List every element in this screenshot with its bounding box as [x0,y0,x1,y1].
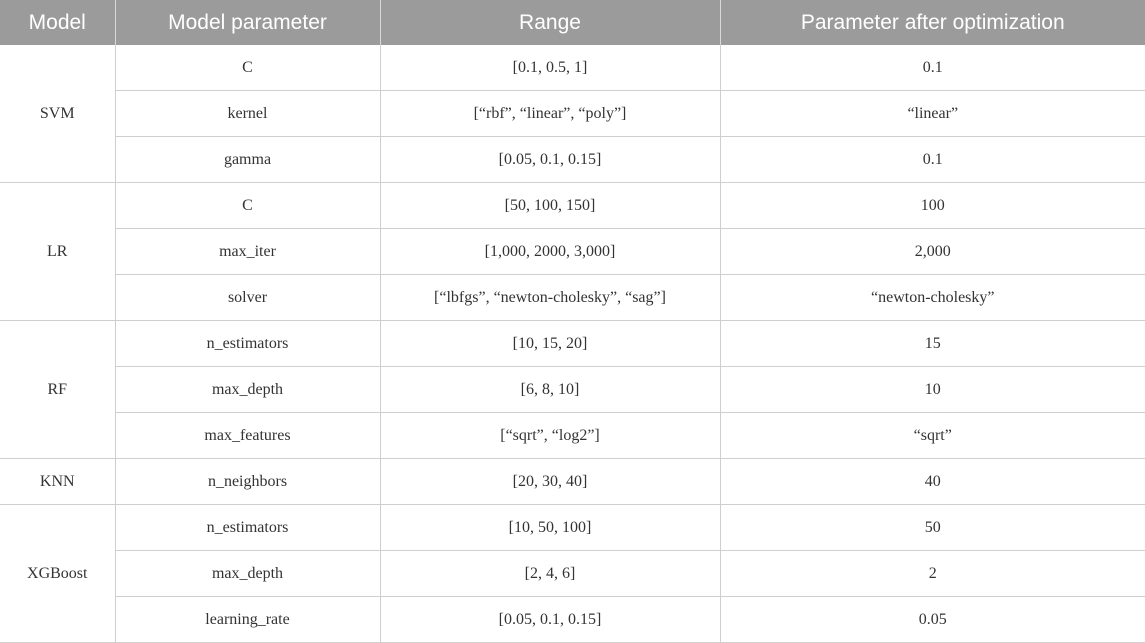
range-cell: [“lbfgs”, “newton-cholesky”, “sag”] [380,275,720,321]
parameter-cell: n_estimators [115,505,380,551]
range-cell: [10, 15, 20] [380,321,720,367]
optimized-value-cell: “sqrt” [720,413,1145,459]
range-cell: [1,000, 2000, 3,000] [380,229,720,275]
parameter-cell: kernel [115,91,380,137]
optimized-value-cell: 0.05 [720,597,1145,643]
optimized-value-cell: 2,000 [720,229,1145,275]
optimized-value-cell: “linear” [720,91,1145,137]
range-cell: [6, 8, 10] [380,367,720,413]
range-cell: [50, 100, 150] [380,183,720,229]
table-row [0,137,1145,183]
header-parameter: Model parameter [115,0,380,45]
range-cell: [10, 50, 100] [380,505,720,551]
range-cell: [“sqrt”, “log2”] [380,413,720,459]
optimized-value-cell: 0.1 [720,45,1145,91]
model-cell: XGBoost [0,505,115,643]
table-row [0,505,1145,551]
parameter-cell: n_estimators [115,321,380,367]
range-cell: [20, 30, 40] [380,459,720,505]
parameter-cell: max_iter [115,229,380,275]
table-body [0,45,1145,643]
optimized-value-cell: 100 [720,183,1145,229]
parameter-cell: max_depth [115,551,380,597]
parameter-cell: max_features [115,413,380,459]
parameter-cell: C [115,45,380,91]
range-cell: [0.05, 0.1, 0.15] [380,597,720,643]
optimized-value-cell: 15 [720,321,1145,367]
range-cell: [0.05, 0.1, 0.15] [380,137,720,183]
model-cell: LR [0,183,115,321]
table-row [0,183,1145,229]
range-cell: [0.1, 0.5, 1] [380,45,720,91]
optimized-value-cell: 50 [720,505,1145,551]
table-row [0,551,1145,597]
optimized-value-cell: 0.1 [720,137,1145,183]
optimized-value-cell: 10 [720,367,1145,413]
header-range: Range [380,0,720,45]
table-row [0,459,1145,505]
parameter-cell: solver [115,275,380,321]
header-row [0,0,1145,45]
header-optimized: Parameter after optimization [720,0,1145,45]
model-cell: SVM [0,45,115,183]
model-cell: RF [0,321,115,459]
range-cell: [“rbf”, “linear”, “poly”] [380,91,720,137]
header-model: Model [0,0,115,45]
optimized-value-cell: “newton-cholesky” [720,275,1145,321]
model-cell: KNN [0,459,115,505]
parameter-cell: max_depth [115,367,380,413]
optimized-value-cell: 2 [720,551,1145,597]
table-row [0,413,1145,459]
parameter-cell: n_neighbors [115,459,380,505]
parameter-cell: learning_rate [115,597,380,643]
table-row [0,45,1145,91]
table-header [0,0,1145,45]
table-row [0,367,1145,413]
parameter-cell: C [115,183,380,229]
table-row [0,229,1145,275]
parameter-cell: gamma [115,137,380,183]
range-cell: [2, 4, 6] [380,551,720,597]
table-row [0,275,1145,321]
optimized-value-cell: 40 [720,459,1145,505]
table-row [0,597,1145,643]
table-row [0,91,1145,137]
table-row [0,321,1145,367]
